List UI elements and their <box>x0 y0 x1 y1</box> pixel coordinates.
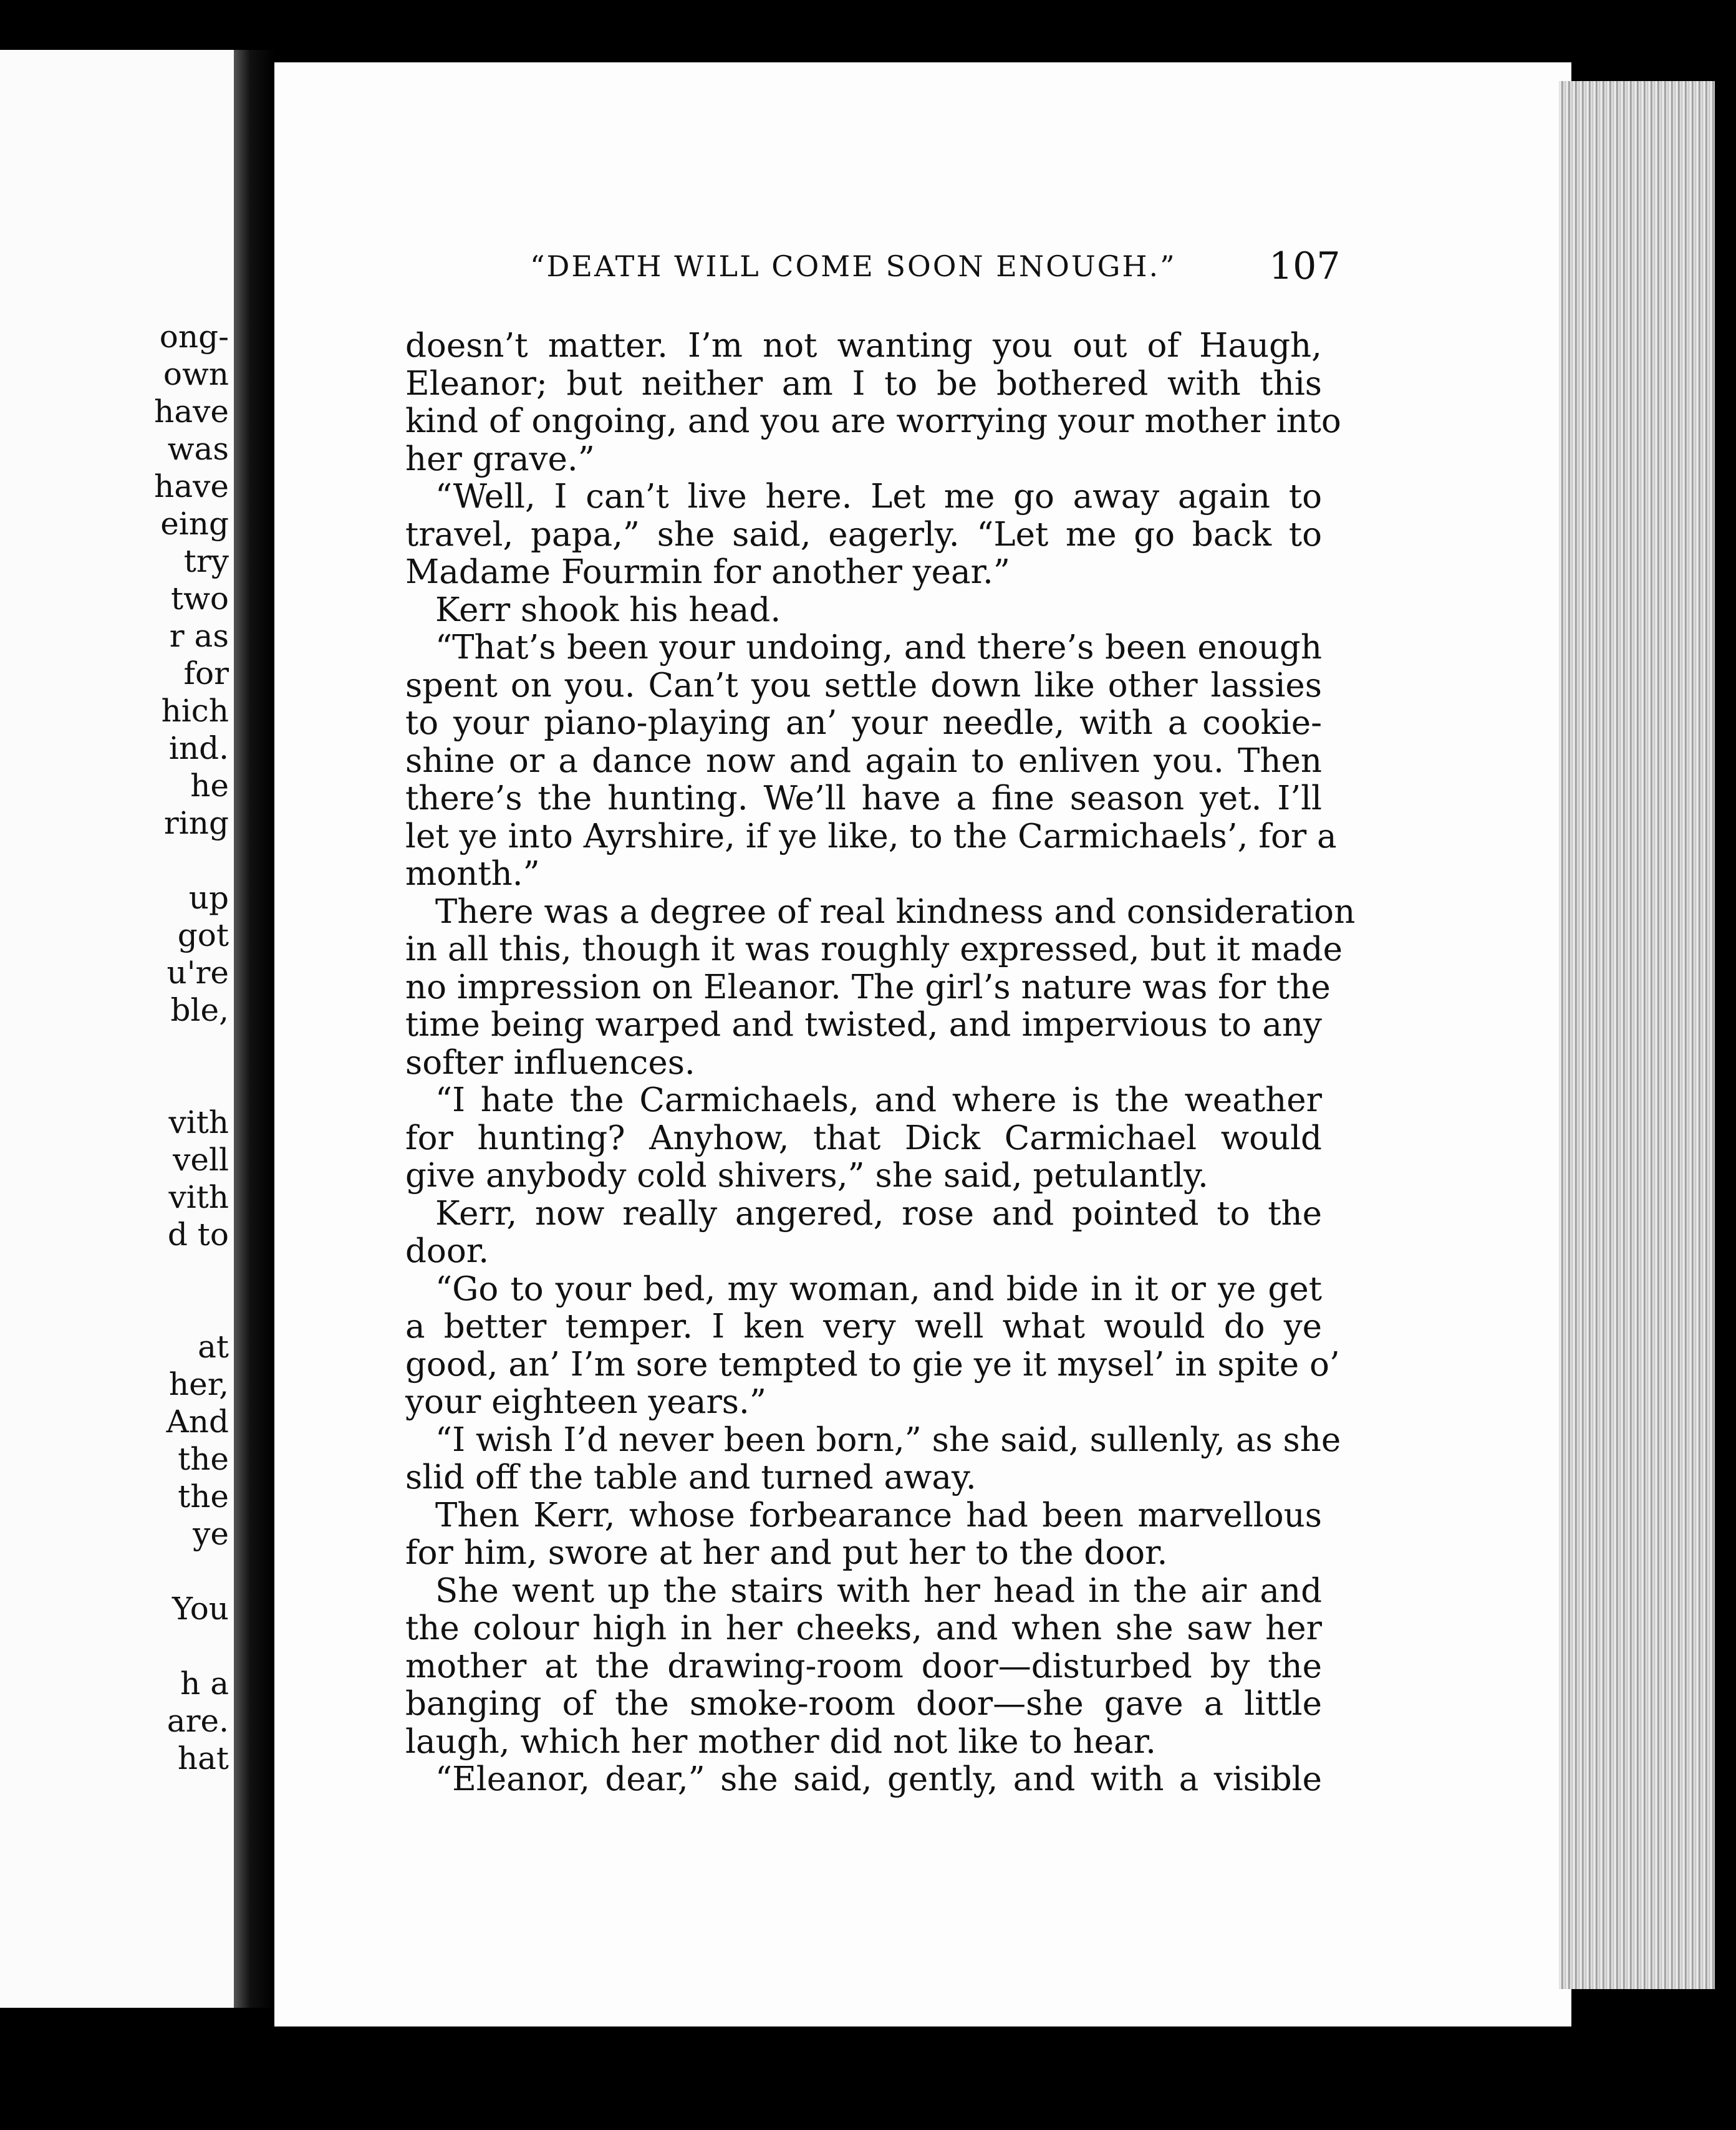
text-line: Kerr shook his head. <box>435 590 781 629</box>
text-line: Madame Fourmin for another year.” <box>405 553 1010 591</box>
text-line: a better temper. I ken very well what would do ye <box>405 1308 1322 1346</box>
text-line: mother at the drawing-room door—disturbed by the <box>405 1647 1322 1685</box>
text-line: to your piano-playing an’ your needle, with a cookie- <box>405 704 1322 742</box>
text-line: give anybody cold shivers,” she said, petulantly. <box>405 1157 1208 1195</box>
left-line: ye <box>193 1516 229 1552</box>
left-line: are. <box>166 1703 229 1739</box>
text-line: there’s the hunting. We’ll have a fine season yet. I’ll <box>405 779 1322 817</box>
running-head: “DEATH WILL COME SOON ENOUGH.” <box>530 249 1177 283</box>
page-number: 107 <box>1269 244 1341 288</box>
left-line: ind. <box>168 730 229 766</box>
text-line: Kerr, now really angered, rose and pointed to the <box>435 1194 1322 1233</box>
text-line: good, an’ I’m sore tempted to gie ye it mysel’ in spite o’ <box>405 1345 1340 1384</box>
left-line: ong- <box>159 319 229 355</box>
text-line: slid off the table and turned away. <box>405 1458 977 1496</box>
left-line <box>0 1627 229 1665</box>
text-line: for hunting? Anyhow, that Dick Carmichael would <box>405 1119 1322 1157</box>
left-line: u're <box>166 955 229 991</box>
page-edges <box>1559 81 1715 1989</box>
left-line: ble, <box>170 992 229 1028</box>
text-line: travel, papa,” she said, eagerly. “Let me go back to <box>405 515 1322 554</box>
text-line: “Eleanor, dear,” she said, gently, and with a visible <box>435 1760 1322 1798</box>
text-line: banging of the smoke-room door—she gave a little <box>405 1685 1322 1723</box>
left-line: try <box>183 543 229 579</box>
text-line: “Well, I can’t live here. Let me go away again to <box>435 478 1322 516</box>
text-line: your eighteen years.” <box>405 1383 766 1421</box>
text-line: Eleanor; but neither am I to be bothered with this <box>405 364 1322 403</box>
text-line: the colour high in her cheeks, and when she saw her <box>405 1609 1322 1647</box>
left-line: the <box>178 1478 229 1515</box>
left-line: for <box>183 655 229 692</box>
body-text <box>405 327 1356 1799</box>
left-page-text <box>0 318 229 1777</box>
text-line: “I wish I’d never been born,” she said, sullenly, as she <box>435 1420 1341 1459</box>
text-line: “That’s been your undoing, and there’s been enough <box>435 629 1322 667</box>
left-line: r as <box>169 618 229 654</box>
left-line: up <box>188 880 229 916</box>
left-line <box>0 1291 229 1328</box>
left-line <box>0 842 229 879</box>
left-line <box>0 1553 229 1590</box>
left-line: the <box>178 1441 229 1477</box>
text-line: for him, swore at her and put her to the door. <box>405 1534 1168 1572</box>
left-line: own <box>163 356 229 392</box>
left-line: eing <box>160 506 229 542</box>
left-line <box>0 1029 229 1066</box>
left-line: vith <box>168 1179 229 1215</box>
left-line: ring <box>163 805 229 841</box>
text-line: time being warped and twisted, and impervious to any <box>405 1006 1322 1044</box>
left-line: And <box>166 1404 229 1440</box>
left-line: hat <box>177 1740 229 1776</box>
left-page <box>0 50 234 2008</box>
text-line: her grave.” <box>405 440 595 478</box>
text-line: There was a degree of real kindness and consideration <box>435 892 1356 931</box>
left-line: got <box>177 917 229 953</box>
text-line: month.” <box>405 855 540 893</box>
text-line: kind of ongoing, and you are worrying your mother into <box>405 402 1341 440</box>
left-line: he <box>190 768 229 804</box>
left-line: hich <box>161 693 229 729</box>
text-line: spent on you. Can’t you settle down like other lassies <box>405 666 1322 705</box>
text-line: no impression on Eleanor. The girl’s nature was for the <box>405 968 1331 1006</box>
left-line: h a <box>180 1665 229 1702</box>
left-line: two <box>171 581 229 617</box>
left-line: vith <box>168 1104 229 1140</box>
left-line: have <box>154 468 229 504</box>
text-line: door. <box>405 1232 489 1270</box>
text-line: Then Kerr, whose forbearance had been marvellous <box>435 1496 1322 1535</box>
text-line: “I hate the Carmichaels, and where is the weather <box>435 1081 1322 1119</box>
text-line: She went up the stairs with her head in the air and <box>435 1571 1322 1610</box>
text-line: doesn’t matter. I’m not wanting you out of Haugh, <box>405 327 1322 365</box>
book-gutter <box>234 50 274 2008</box>
left-line: at <box>198 1329 229 1365</box>
text-line: in all this, though it was roughly expressed, but it made <box>405 930 1343 968</box>
text-line: “Go to your bed, my woman, and bide in it or ye get <box>435 1270 1322 1308</box>
left-line: d to <box>167 1217 229 1253</box>
left-line: was <box>167 431 229 467</box>
left-line: her, <box>168 1366 229 1402</box>
text-line: let ye into Ayrshire, if ye like, to the Carmichaels’, for a <box>405 817 1337 855</box>
left-line: have <box>154 393 229 430</box>
left-line <box>0 1066 229 1104</box>
text-line: softer influences. <box>405 1043 695 1082</box>
text-line: shine or a dance now and again to enliven you. Then <box>405 741 1322 780</box>
left-line: You <box>172 1591 229 1627</box>
text-line: laugh, which her mother did not like to hear. <box>405 1722 1156 1761</box>
left-line: vell <box>173 1142 229 1178</box>
left-line <box>0 1253 229 1291</box>
